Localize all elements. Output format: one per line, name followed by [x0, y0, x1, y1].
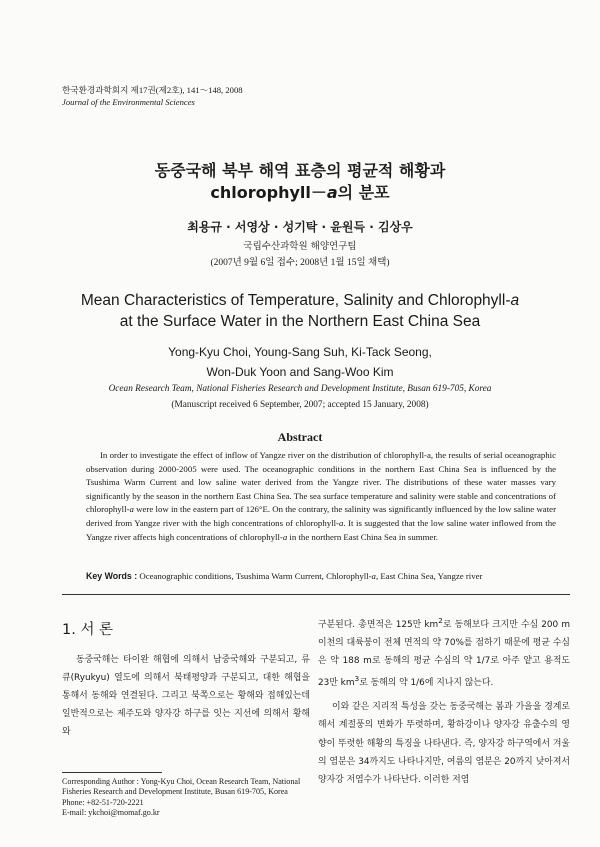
keywords: Key Words : Oceanographic conditions, Tsushima Warm Current, Chlorophyll-a, East China Sea, Yangze river: [86, 571, 483, 581]
english-authors-line2: Won-Duk Yoon and Sang-Woo Kim: [206, 365, 394, 379]
journal-citation-korean: 한국환경과학회지 제17권(제2호), 141～148, 2008: [62, 85, 243, 95]
corresponding-author-footnote: [62, 777, 312, 819]
korean-authors: 최용규 · 서영상 · 성기탁 · 윤원득 · 김상우: [187, 220, 413, 234]
korean-title-line1: 동중국해 북부 해역 표층의 평균적 해황과: [154, 161, 446, 180]
intro-paragraph-right-1: 구분된다. 총면적은 125만 $km^2$로 동해보다 크지만 수심 200 m 이천의 대륙붕이 전체 면적의 약 70%를 점하기 때문에 평균 수심은 약 188 m로 동해의 평균 수심의 약 1/7로 아주 얕고 용적도 23만 $km^3$로 동해의 약 1/6에 지나지 않는다.: [318, 616, 570, 689]
english-title: [0, 290, 600, 332]
divider: [62, 594, 570, 595]
journal-header: [62, 84, 243, 108]
keywords-label: Key Words :: [86, 571, 138, 581]
english-affiliation: Ocean Research Team, National Fisheries Research and Development Institute, Busan 619-705, Korea: [108, 384, 492, 394]
journal-name-english: Journal of the Environmental Sciences: [62, 97, 195, 107]
english-received-date: (Manuscript received 6 September, 2007; accepted 15 January, 2008): [171, 400, 429, 410]
section-heading-introduction: 1. 서 론: [62, 622, 114, 638]
korean-title: [0, 160, 600, 204]
abstract-heading: Abstract: [277, 430, 323, 444]
footnote-email: E-mail: ykchoi@momaf.go.kr: [62, 808, 160, 818]
english-title-line2: at the Surface Water in the Northern East China Sea: [119, 313, 481, 330]
korean-title-line2: chlorophyll－a의 분포: [210, 183, 390, 202]
right-column: [318, 612, 570, 789]
korean-affiliation: 국립수산과학원 해양연구팀: [243, 241, 357, 252]
footnote-author: Corresponding Author : Yong-Kyu Choi, Ocean Research Team, National Fisheries Research and Development Institute, Busan 619-705, Korea: [62, 777, 301, 797]
footnote-phone: Phone: +82-51-720-2221: [62, 797, 144, 807]
footnote-divider: [62, 772, 162, 773]
intro-paragraph-left: 동중국해는 타이완 해협에 의해서 남중국해와 구분되고, 류큐(Ryukyu) 열도에 의해서 북태평양과 구분되고, 대한 해협을 통해서 동해와 연결된다. 그리고 북쪽으로는 황해와 접해있는데 일반적으로는 제주도와 양자강 하구를 잇는 지선에 의해서 황해와: [62, 655, 310, 738]
english-authors: [0, 342, 600, 382]
korean-received-date: (2007년 9월 6일 접수; 2008년 1월 15일 채택): [210, 258, 390, 268]
english-authors-line1: Yong-Kyu Choi, Young-Sang Suh, Ki-Tack Seong,: [168, 345, 432, 359]
english-title-line1: Mean Characteristics of Temperature, Salinity and Chlorophyll-a: [80, 292, 520, 309]
abstract-body: In order to investigate the effect of inflow of Yangze river on the distribution of chlorophyll-a, the results of serial oceanographic observation during 2000-2005 were used. The oceanographic conditions in the northern East China Sea is influenced by the Tsushima Warm Current and low saline water derived from the Yangze river. The distributions of these water masses vary significantly by the season in the northern East China Sea. The sea surface temperature and salinity were stable and concentrations of chlorophyll-a were low in the eastern part of 126°E. On the contrary, the salinity was significantly influenced by the low saline water derived from Yangze river with the high concentrations of chlorophyll-a. It is suggested that the low saline water inflowed from the Yangze river affects high concentrations of chlorophyll-a in the northern East China Sea in summer.: [86, 450, 556, 542]
intro-paragraph-right-2: 이와 같은 지리적 특성을 갖는 동중국해는 봄과 가을을 경계로 해서 계절풍의 변화가 뚜렷하며, 황하강이나 양자강 유출수의 영향이 뚜렷한 해황의 특징을 나타낸다. 즉, 양자강 하구역에서 겨울의 염분은 34까지도 나타나지만, 여름의 염분은 20까지 낮아져서 양자강 저염수가 나타난다. 이러한 저염: [318, 702, 570, 785]
left-column: [62, 612, 310, 741]
